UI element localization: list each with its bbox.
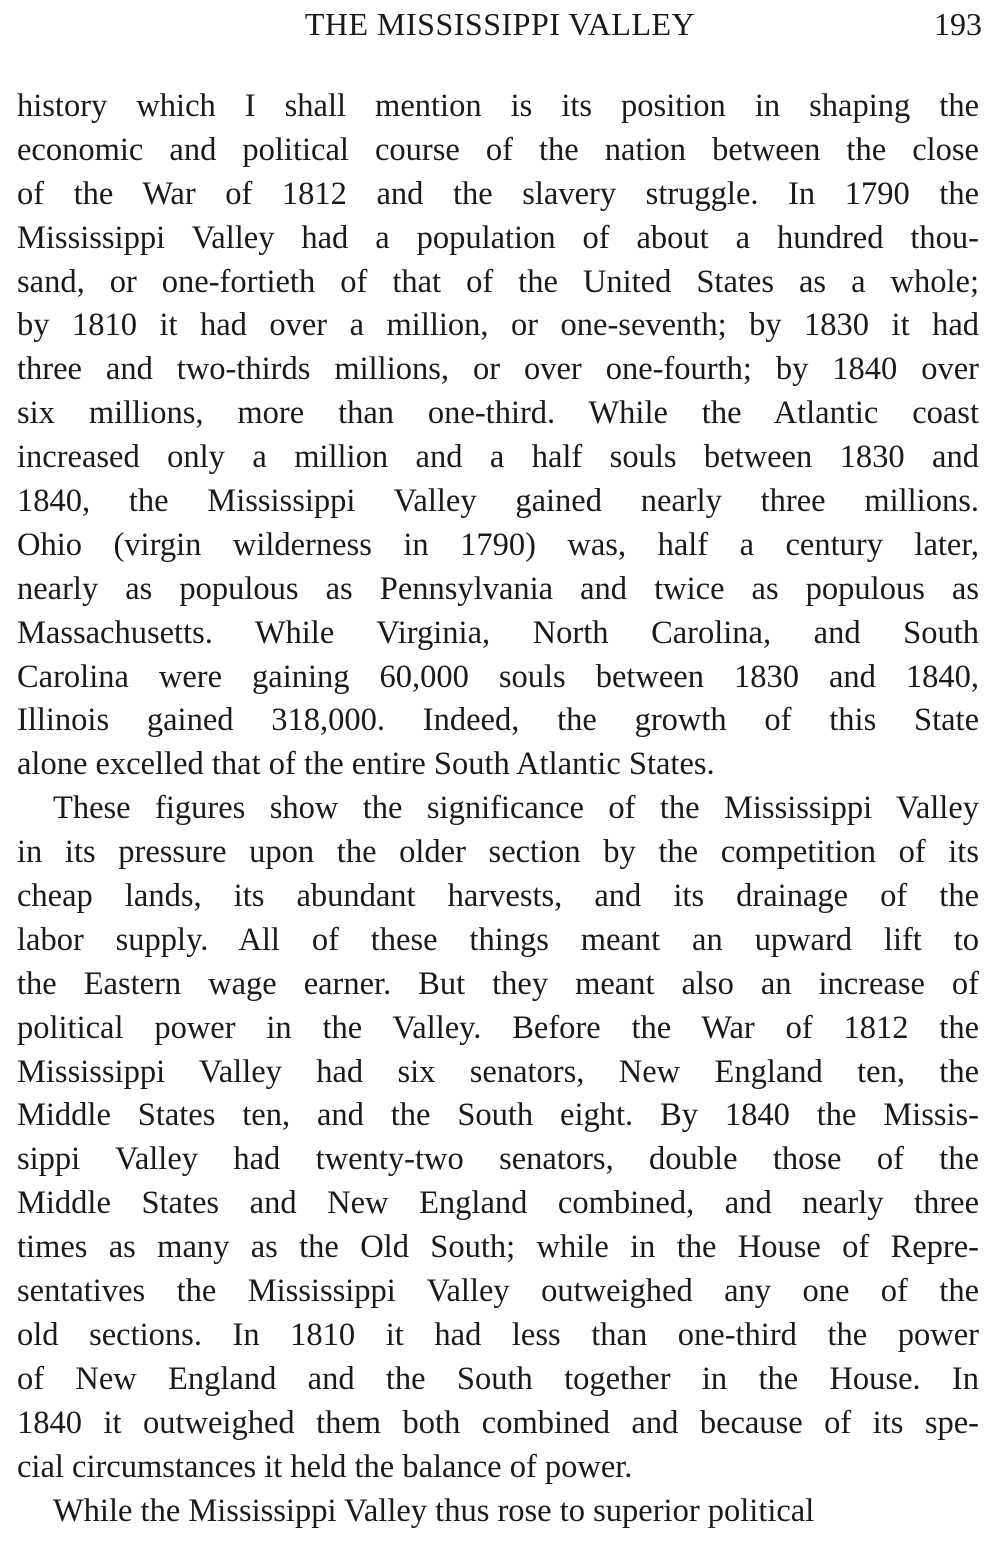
text-line: history which I shall mention is its position in shaping the [17, 88, 979, 124]
text-line: Mississippi Valley had a population of about a hundred thou- [17, 219, 979, 256]
page-number: 193 [934, 6, 982, 42]
text-line: by 1810 it had over a million, or one-seventh; by 1830 it had [17, 307, 979, 344]
text-line: Illinois gained 318,000. Indeed, the growth of this State [17, 702, 979, 739]
page-header [18, 4, 982, 44]
text-line: times as many as the Old South; while in the House of Repre- [17, 1229, 979, 1266]
paragraph [17, 85, 979, 787]
text-line: of New England and the South together in the House. In [17, 1360, 979, 1397]
text-line: the Eastern wage earner. But they meant also an increase of [17, 965, 979, 1002]
paragraph [17, 787, 979, 1489]
text-line: Carolina were gaining 60,000 souls between 1830 and 1840, [17, 658, 979, 695]
text-line: six millions, more than one-third. While the Atlantic coast [17, 395, 979, 432]
text-line: old sections. In 1810 it had less than one-third the power [17, 1316, 979, 1353]
text-line: sippi Valley had twenty-two senators, double those of the [17, 1141, 979, 1178]
text-line: Middle States and New England combined, and nearly three [17, 1185, 979, 1222]
text-line: 1840, the Mississippi Valley gained nearly three millions. [17, 483, 979, 520]
text-line: sentatives the Mississippi Valley outweighed any one of the [17, 1273, 979, 1310]
text-line: nearly as populous as Pennsylvania and twice as populous as [17, 570, 979, 607]
text-line: increased only a million and a half souls between 1830 and [17, 439, 979, 476]
text-line: of the War of 1812 and the slavery struggle. In 1790 the [17, 175, 979, 212]
text-line: While the Mississippi Valley thus rose to superior political [53, 1492, 815, 1529]
paragraph [17, 1490, 979, 1534]
text-line: labor supply. All of these things meant an upward lift to [17, 921, 979, 958]
text-line: cheap lands, its abundant harvests, and its drainage of the [17, 878, 979, 915]
text-line: These figures show the significance of the Mississippi Valley [53, 790, 979, 827]
text-line: 1840 it outweighed them both combined and because of its spe- [17, 1404, 979, 1441]
text-line: cial circumstances it held the balance of power. [17, 1448, 633, 1485]
text-line: alone excelled that of the entire South Atlantic States. [17, 746, 715, 783]
text-line: political power in the Valley. Before the War of 1812 the [17, 1009, 979, 1046]
text-line: Ohio (virgin wilderness in 1790) was, half a century later, [17, 526, 979, 563]
text-line: Mississippi Valley had six senators, New England ten, the [17, 1053, 979, 1090]
text-line: economic and political course of the nation between the close [17, 131, 979, 168]
running-title: THE MISSISSIPPI VALLEY [304, 6, 696, 42]
text-line: in its pressure upon the older section by the competition of its [17, 834, 979, 871]
body-text [17, 85, 979, 1533]
text-line: three and two-thirds millions, or over one-fourth; by 1840 over [17, 351, 979, 388]
text-line: Middle States ten, and the South eight. By 1840 the Missis- [17, 1097, 979, 1134]
text-line: sand, or one-fortieth of that of the United States as a whole; [17, 263, 979, 300]
text-line: Massachusetts. While Virginia, North Carolina, and South [17, 614, 979, 651]
